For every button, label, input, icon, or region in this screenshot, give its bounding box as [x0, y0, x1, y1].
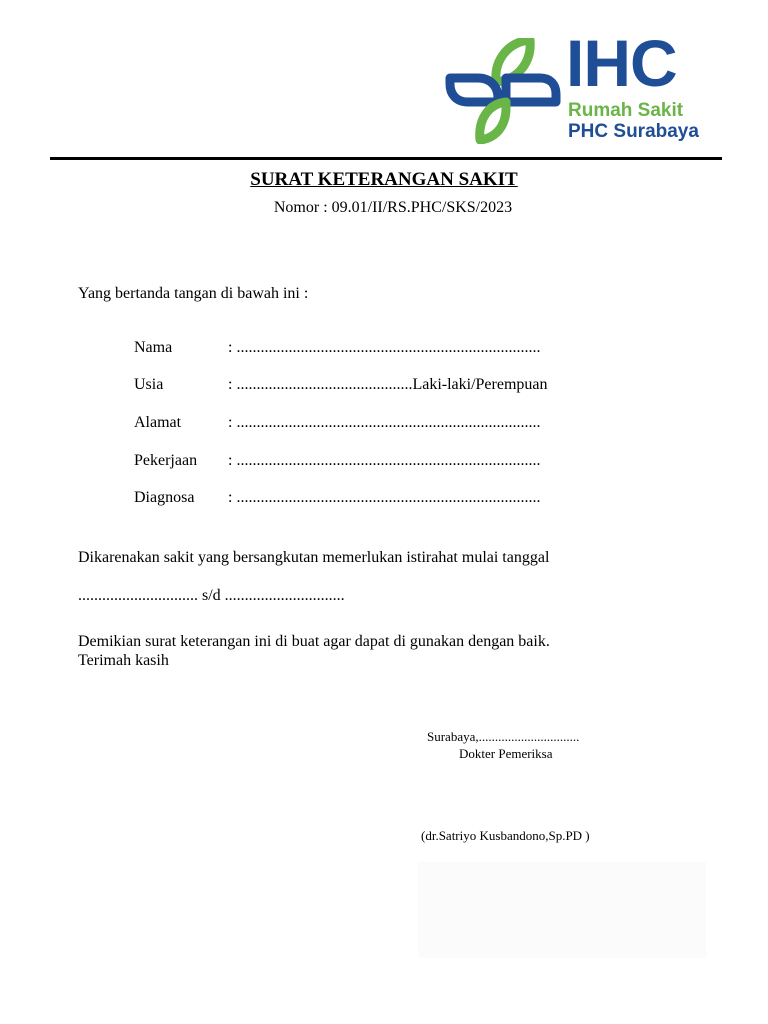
logo-hospital-type: Rumah Sakit	[568, 100, 684, 121]
document-title	[0, 168, 768, 192]
signature-place-date: Surabaya,...............................	[427, 729, 580, 744]
intro-text: Yang bertanda tangan di bawah ini :	[78, 285, 309, 302]
field-value-diagnosa: : ............................................................................	[228, 489, 541, 506]
cross-leaf-icon	[444, 38, 564, 144]
field-value-alamat: : ............................................................................	[228, 414, 541, 431]
field-label-diagnosa: Diagnosa	[134, 489, 195, 506]
signature-role: Dokter Pemeriksa	[459, 746, 553, 761]
closing-thanks: Terimah kasih	[78, 652, 169, 669]
document-title-text: SURAT KETERANGAN SAKIT	[250, 169, 518, 190]
hospital-logo	[444, 26, 734, 144]
field-value-nama: : ............................................................................	[228, 339, 541, 356]
field-label-pekerjaan: Pekerjaan	[134, 452, 198, 469]
header-divider	[50, 157, 722, 160]
rest-statement: Dikarenakan sakit yang bersangkutan memerlukan istirahat mulai tanggal	[78, 549, 550, 566]
field-label-usia: Usia	[134, 376, 164, 393]
document-number: Nomor : 09.01/II/RS.PHC/SKS/2023	[273, 199, 513, 216]
logo-brand: IHC	[566, 26, 677, 100]
signature-doctor-name: (dr.Satriyo Kusbandono,Sp.PD )	[421, 828, 590, 843]
signature-area	[418, 862, 706, 958]
closing-statement: Demikian surat keterangan ini di buat agar dapat di gunakan dengan baik.	[78, 633, 550, 650]
rest-date-range: .............................. s/d ..............................	[78, 587, 345, 604]
logo-hospital-name: PHC Surabaya	[568, 121, 699, 142]
field-label-alamat: Alamat	[134, 414, 182, 431]
field-value-usia: : ............................................Laki-laki/Perempuan	[228, 376, 548, 393]
field-label-nama: Nama	[134, 339, 173, 356]
field-value-pekerjaan: : ............................................................................	[228, 452, 541, 469]
